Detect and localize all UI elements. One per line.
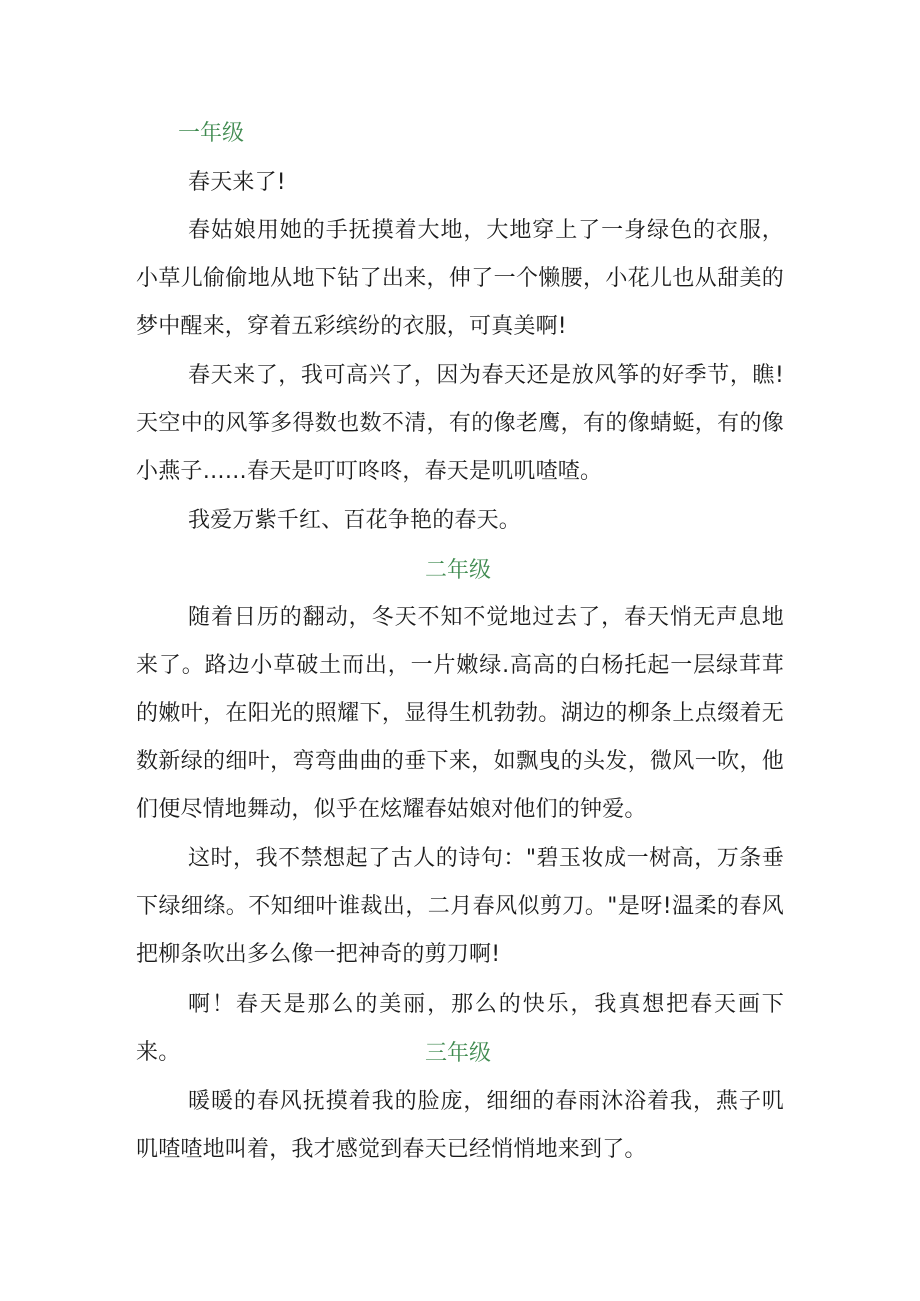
paragraph: 春姑娘用她的手抚摸着大地，大地穿上了一身绿色的衣服，小草儿偷偷地从地下钻了出来，伸了一个懒腰，小花儿也从甜美的梦中醒来，穿着五彩缤纷的衣服，可真美啊! <box>136 218 784 339</box>
section-heading-grade-3: 三年级 <box>425 1041 492 1066</box>
paragraph: 春天来了! <box>188 170 286 195</box>
paragraph: 暖暖的春风抚摸着我的脸庞，细细的春雨沐浴着我，燕子叽叽喳喳地叫着，我才感觉到春天已经悄悄地来到了。 <box>136 1089 784 1162</box>
paragraph: 啊！春天是那么的美丽，那么的快乐，我真想把春天画下来。 <box>136 992 784 1065</box>
paragraph: 春天来了，我可高兴了，因为春天还是放风筝的好季节，瞧!天空中的风筝多得数也数不清，有的像老鹰，有的像蜻蜓，有的像小燕子……春天是叮叮咚咚，春天是叽叽喳喳。 <box>136 363 784 484</box>
paragraph: 随着日历的翻动，冬天不知不觉地过去了，春天悄无声息地来了。路边小草破土而出，一片嫩绿.高高的白杨托起一层绿茸茸的嫩叶，在阳光的照耀下，显得生机勃勃。湖边的柳条上点缀着无数新绿的细叶，弯弯曲曲的垂下来，如飘曳的头发，微风一吹，他们便尽情地舞动，似乎在炫耀春姑娘对他们的钟爱。 <box>136 605 784 822</box>
section-heading-grade-2: 二年级 <box>425 558 492 583</box>
paragraph: 我爱万紫千红、百花争艳的春天。 <box>188 508 522 533</box>
paragraph: 这时，我不禁想起了古人的诗句："碧玉妆成一树高，万条垂下绿细绦。不知细叶谁裁出，二月春风似剪刀。"是呀!温柔的春风把柳条吹出多么像一把神奇的剪刀啊! <box>136 846 784 967</box>
section-heading-grade-1: 一年级 <box>178 121 245 146</box>
